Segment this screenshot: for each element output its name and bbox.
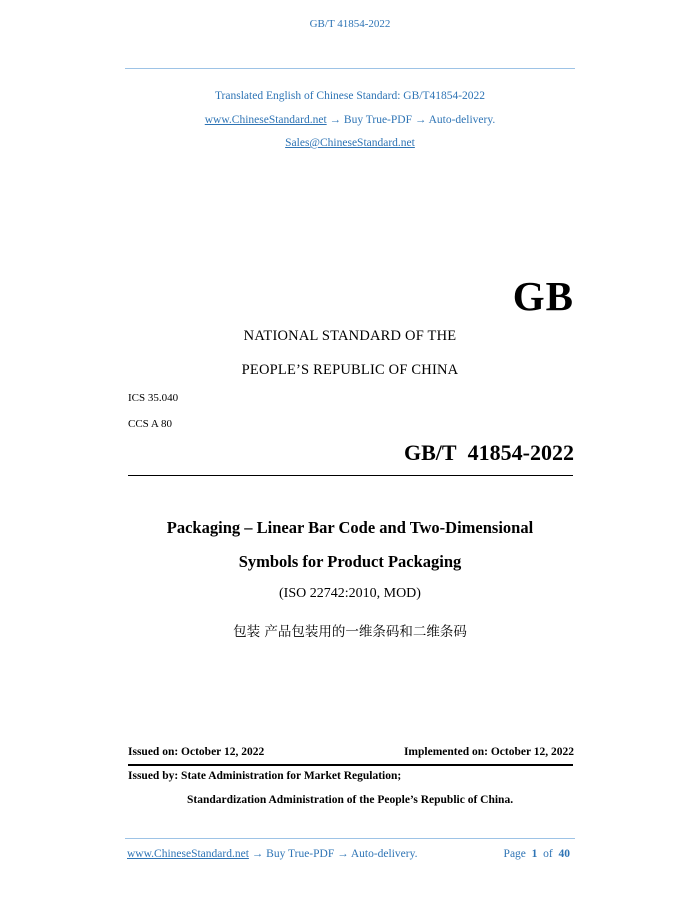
issued-by-line-2: Standardization Administration of the People’s Republic of China. <box>187 794 514 806</box>
ics-code: ICS 35.040 <box>128 392 179 404</box>
standard-number: GB/T 41854-2022 <box>403 440 574 465</box>
implemented-on: Implemented on: October 12, 2022 <box>403 746 574 758</box>
promo-line-2 <box>0 114 700 126</box>
standard-number-rule <box>128 475 573 476</box>
footer-site-link[interactable]: www.ChineseStandard.net <box>127 848 249 860</box>
promo-buy-text: → Buy True-PDF → Auto-delivery. <box>326 114 496 126</box>
ccs-code: CCS A 80 <box>128 418 173 430</box>
title-line-2: Symbols for Product Packaging <box>238 552 462 571</box>
promo-line-3 <box>0 137 700 149</box>
issued-on: Issued on: October 12, 2022 <box>128 746 265 758</box>
promo-site-link[interactable]: www.ChineseStandard.net <box>204 114 327 126</box>
footer-divider <box>125 838 575 839</box>
promo-email-link[interactable]: Sales@ChineseStandard.net <box>285 137 415 149</box>
title-line-1: Packaging – Linear Bar Code and Two-Dimensional <box>166 518 534 537</box>
issuance-rule <box>128 764 573 766</box>
promo-line-1: Translated English of Chinese Standard: GB/T41854-2022 <box>214 90 486 102</box>
page-indicator <box>504 848 570 860</box>
national-standard-line-1: NATIONAL STANDARD OF THE <box>243 328 457 344</box>
footer-buy-text: → Buy True-PDF → Auto-delivery. <box>248 848 418 860</box>
issued-by: Issued by: State Administration for Market Regulation; <box>128 770 402 782</box>
footer-promo <box>127 848 417 860</box>
page-label: Page <box>503 848 526 860</box>
header-doc-id: GB/T 41854-2022 <box>309 18 391 30</box>
page-total: 40 <box>558 848 570 860</box>
of-label: of <box>543 848 553 860</box>
chinese-title: 包装 产品包装用的一维条码和二维条码 <box>233 624 467 640</box>
page-current: 1 <box>531 848 538 860</box>
iso-reference: (ISO 22742:2010, MOD) <box>279 586 421 601</box>
header-divider <box>125 68 575 69</box>
national-standard-line-2: PEOPLE’S REPUBLIC OF CHINA <box>241 362 459 378</box>
gb-mark: GB <box>512 273 574 319</box>
